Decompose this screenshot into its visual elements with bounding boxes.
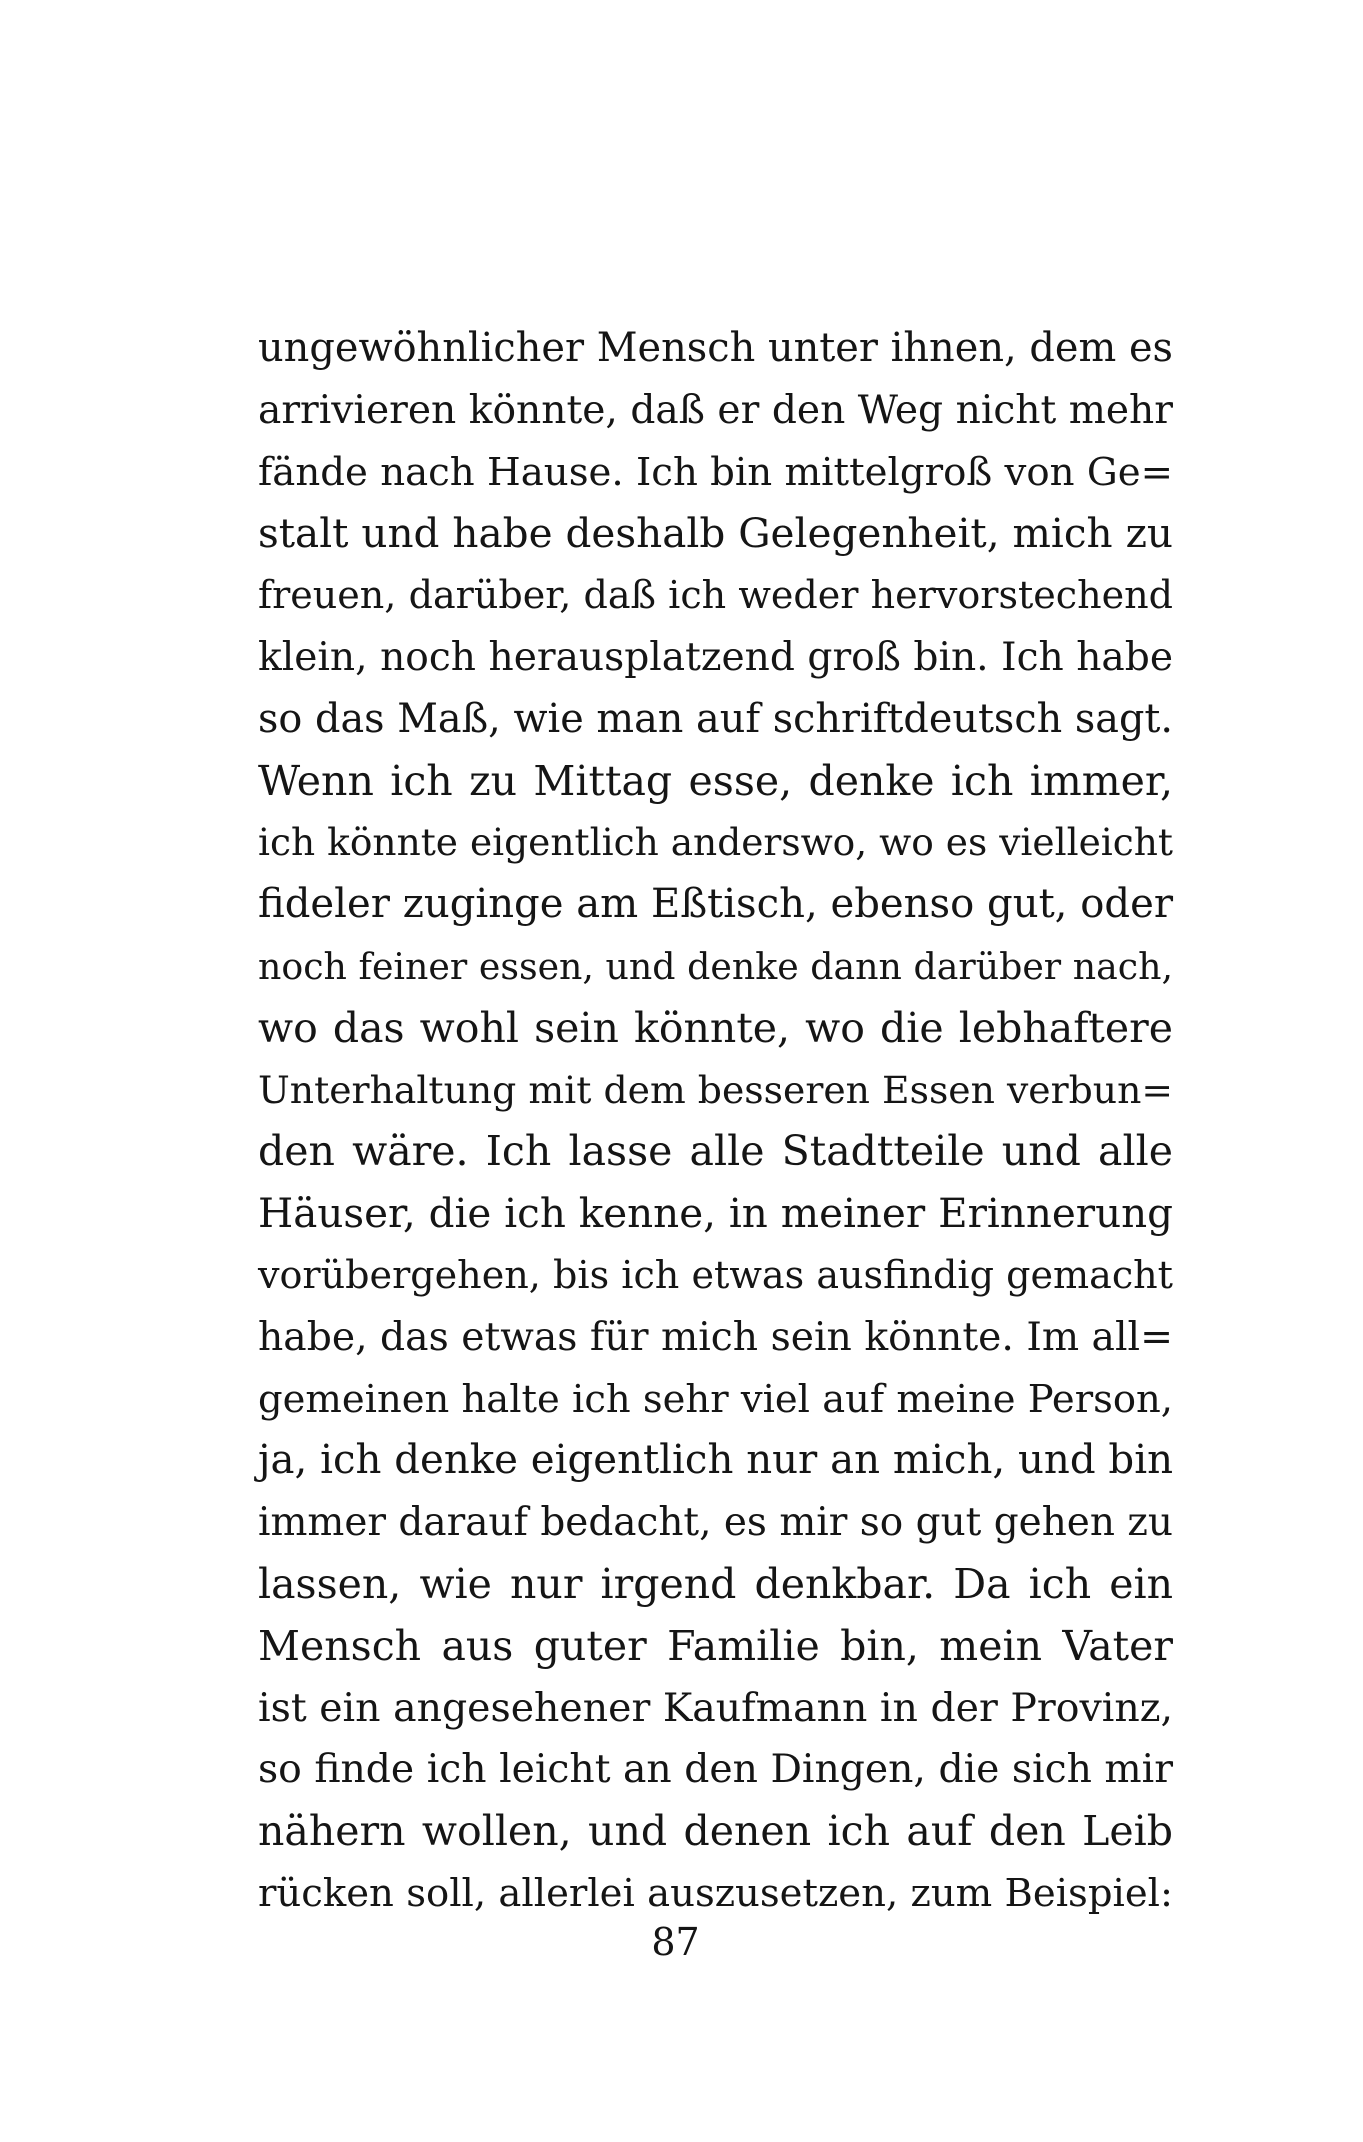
- text-line: wo das wohl sein könnte, wo die lebhaftere: [258, 1003, 1173, 1052]
- text-line: lassen, wie nur irgend denkbar. Da ich ein: [258, 1559, 1173, 1608]
- text-line: ungewöhnlicher Mensch unter ihnen, dem es: [258, 325, 1173, 371]
- text-line: habe, das etwas für mich sein könnte. Im all=: [258, 1314, 1173, 1360]
- text-line: den wäre. Ich lasse alle Stadtteile und alle: [258, 1127, 1173, 1176]
- text-line: noch feiner essen, und denke dann darüber nach,: [258, 944, 1173, 988]
- text-line: vorübergehen, bis ich etwas ausfindig gemacht: [258, 1252, 1173, 1297]
- text-line: Wenn ich zu Mittag esse, denke ich immer,: [258, 756, 1173, 805]
- text-line: Mensch aus guter Familie bin, mein Vater: [258, 1621, 1173, 1670]
- text-line: nähern wollen, und denen ich auf den Leib: [258, 1807, 1173, 1856]
- text-line: Häuser, die ich kenne, in meiner Erinnerung: [258, 1189, 1173, 1238]
- text-line: stalt und habe deshalb Gelegenheit, mich zu: [258, 509, 1173, 558]
- text-line: so finde ich leicht an den Dingen, die sich mir: [258, 1747, 1173, 1793]
- text-line: so das Maß, wie man auf schriftdeutsch sagt.: [258, 695, 1173, 742]
- body-text: [258, 318, 1173, 1925]
- text-line: ist ein angesehener Kaufmann in der Provinz,: [258, 1684, 1173, 1731]
- text-line: rücken soll, allerlei auszusetzen, zum Beispiel:: [258, 1870, 1173, 1916]
- text-line: fände nach Hause. Ich bin mittelgroß von Ge=: [258, 449, 1173, 495]
- text-line: ja, ich denke eigentlich nur an mich, und bin: [258, 1437, 1173, 1484]
- text-line: fideler zuginge am Eßtisch, ebenso gut, oder: [258, 881, 1173, 928]
- text-line: immer darauf bedacht, es mir so gut gehen zu: [258, 1500, 1173, 1546]
- text-line: arrivieren könnte, daß er den Weg nicht mehr: [258, 387, 1173, 433]
- text-line: freuen, darüber, daß ich weder hervorstechend: [258, 573, 1173, 618]
- text-line: klein, noch herausplatzend groß bin. Ich habe: [258, 634, 1173, 680]
- text-line: ich könnte eigentlich anderswo, wo es vielleicht: [258, 820, 1173, 865]
- page-number: 87: [651, 1920, 700, 1964]
- text-line: gemeinen halte ich sehr viel auf meine Person,: [258, 1376, 1173, 1422]
- text-line: Unterhaltung mit dem besseren Essen verbun=: [258, 1067, 1173, 1112]
